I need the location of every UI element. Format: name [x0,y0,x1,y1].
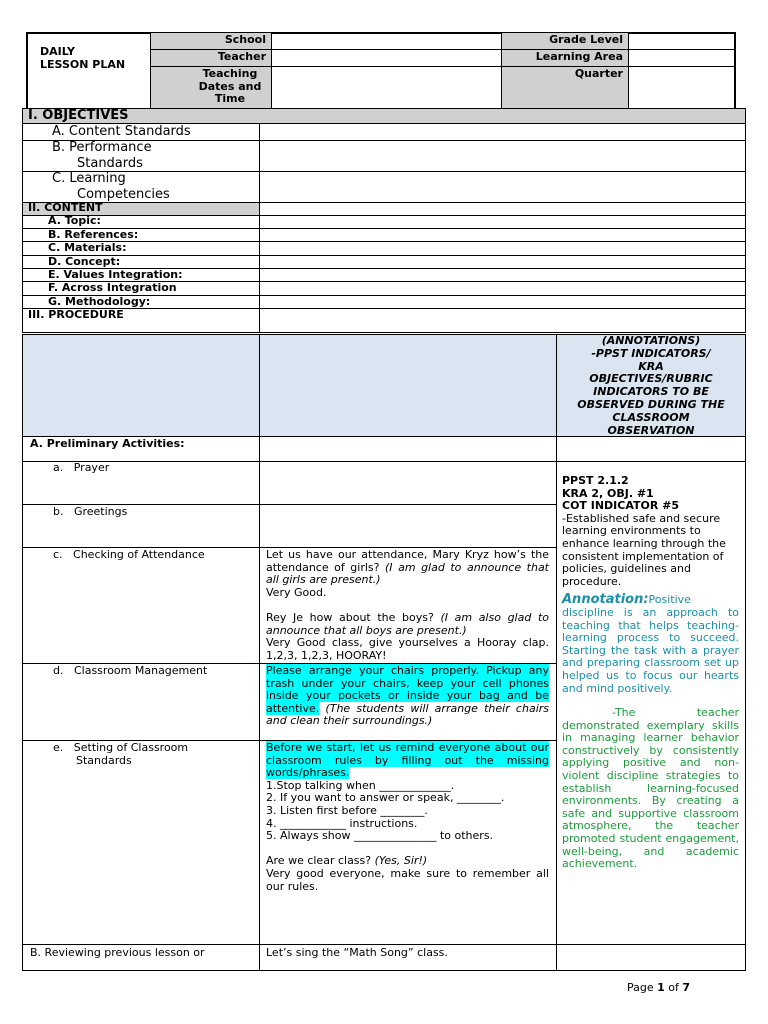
label-learning-area: Learning Area [535,50,623,63]
header-title [40,46,150,71]
procedure-heading: III. PROCEDURE [28,308,124,321]
prayer-label: a. Prayer [53,461,110,474]
attendance-text: Let us have our attendance, Mary Kryz how’s the attendance of girls? (I am glad to announce that all girls are present.) Very Good. Rey Je how about the boys? (I am also glad to announce that all boys are present.) Very Good class, give yourselves a Hooray clap. 1,2,3, 1,2,3, HOORAY! [266,548,549,662]
classroom-management-text: Please arrange your chairs properly. Pickup any trash under your chairs, keep your cell phones inside your pockets or inside your bag and be attentive. (The students will arrange their chairs and clean their surroundings.) [266,664,549,728]
indicator-description: -Established safe and secure learning environments to enhance learning through the consistent implementation of policies, guidelines and procedure. [562,511,726,588]
objectives-heading: I. OBJECTIVES [28,108,129,123]
objective-b: B. Performance Standards [52,140,152,171]
content-references: B. References: [48,228,139,241]
content-methodology: G. Methodology: [48,295,151,308]
annotations-header: (ANNOTATIONS) -PPST INDICATORS/ KRA OBJECTIVES/RUBRIC INDICATORS TO BE OBSERVED DURING THE CLASSROOM OBSERVATION [577,334,725,437]
annotation-label: Annotation: [562,592,649,608]
cot-indicator: COT INDICATOR #5 [562,499,680,513]
label-teaching-dates: Teaching Dates and Time [198,67,262,106]
ppst-indicator: PPST 2.1.2 [562,474,629,487]
review-text: Let’s sing the “Math Song” class. [266,946,448,959]
header-title-line2: LESSON PLAN [40,57,126,71]
label-grade-level: Grade Level [549,33,623,46]
classroom-management-label: d. Classroom Management [53,664,208,677]
reviewing-label: B. Reviewing previous lesson or [30,946,205,959]
content-values-integration: E. Values Integration: [48,268,183,281]
annotation-paragraph-2: -The teacher demonstrated exemplary skills in managing learner behavior constructively by consistently applying positive and non-violent discipline strategies to establish learning-focused environments. By creating a safe and supportive classroom atmosphere, the teacher promoted student engagement, well-being, and academic achievement. [562,706,739,871]
content-across-integration: F. Across Integration [48,281,177,294]
content-topic: A. Topic: [48,214,101,227]
content-concept: D. Concept: [48,255,121,268]
label-teacher: Teacher [217,50,266,63]
greetings-label: b. Greetings [53,505,128,518]
attendance-label: c. Checking of Attendance [53,548,205,561]
classroom-standards-label: e. Setting of Classroom Standards [53,741,189,767]
objective-a: A. Content Standards [52,124,191,139]
content-heading: II. CONTENT [28,201,103,214]
annotation-paragraph-1: Annotation:Positive discipline is an approach to teaching that helps teaching-learning process to succeed. Starting the task with a prayer and preparing classroom set up helped us to focus our hearts and mind positively. [562,592,739,695]
label-quarter: Quarter [574,67,623,80]
annotations-column [562,475,739,871]
preliminary-activities: A. Preliminary Activities: [30,437,185,450]
kra-objective: KRA 2, OBJ. #1 [562,486,654,500]
label-school: School [224,33,266,46]
objective-c: C. Learning Competencies [52,171,170,202]
classroom-standards-text: Before we start, let us remind everyone about our classroom rules by filling out the missing words/phrases. 1.Stop talking when _____________. 2. If you want to answer or speak, ________. 3. Listen first before ________. 4. ____________ instructions. 5. Always show _______________ to others. Are we clear class? (Yes, Sir!) Very good everyone, make sure to remember all our rules. [266,741,549,893]
header-title-line1: DAILY [40,45,75,58]
page-number: Page 1 of 7 [627,981,691,994]
content-materials: C. Materials: [48,241,127,254]
